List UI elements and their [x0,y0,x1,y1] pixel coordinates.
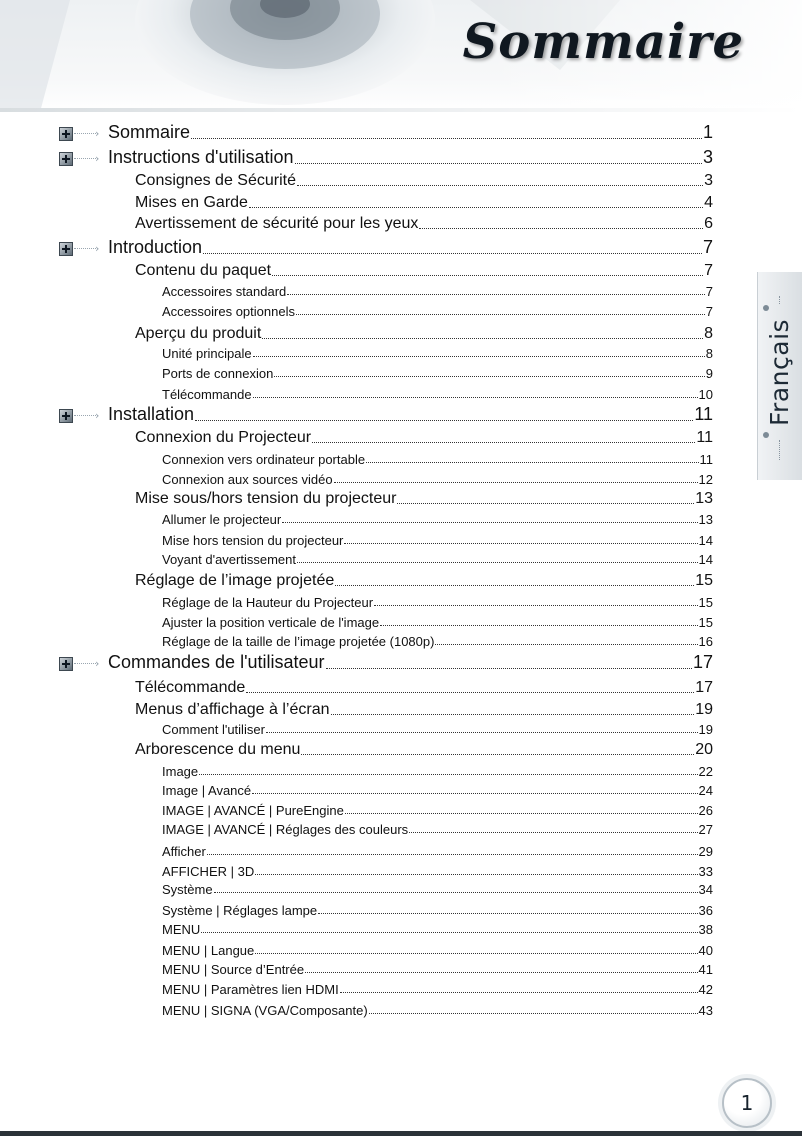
toc-leader-dots [340,992,698,993]
toc-entry-level-2[interactable] [135,262,713,280]
toc-entry-page: 7 [702,237,713,257]
toc-leader-dots [435,644,697,645]
toc-entry-level-1[interactable] [108,652,713,673]
toc-entry-page: 15 [698,615,713,630]
toc-leader-dots [255,874,697,875]
toc-entry-page: 6 [704,215,713,232]
toc-entry-title: Unité principale [162,346,252,361]
toc-leader-dots [195,420,693,421]
toc-entry-level-3[interactable] [162,844,713,859]
toc-leader-dots [409,832,697,833]
toc-entry-level-2[interactable] [135,490,713,508]
toc-entry-title: Ajuster la position verticale de l'image [162,615,380,630]
toc-entry-level-3[interactable] [162,472,713,487]
toc-entry-page: 15 [695,572,713,589]
toc-entry-title: IMAGE | AVANCÉ | Réglages des couleurs [162,822,409,837]
toc-entry-level-2[interactable] [135,679,713,697]
toc-entry-level-2[interactable] [135,701,713,719]
toc-entry-page: 43 [698,1003,713,1018]
toc-entry-title: Afficher [162,844,206,859]
page-number: 1 [722,1078,772,1128]
toc-entry-page: 15 [698,595,713,610]
toc-bullet-icon: › [59,127,103,141]
toc-leader-dots [297,562,698,563]
toc-entry-page: 7 [705,304,713,319]
toc-entry-page: 4 [704,194,713,211]
toc-entry-page: 20 [695,741,713,758]
toc-entry-title: Système | Réglages lampe [162,903,318,918]
toc-leader-dots [335,585,694,586]
toc-entry-level-3[interactable] [162,1003,713,1018]
toc-leader-dots [203,253,702,254]
toc-leader-dots [201,932,697,933]
toc-entry-level-3[interactable] [162,387,713,402]
toc-entry-level-3[interactable] [162,595,713,610]
toc-entry-page: 1 [702,122,713,142]
toc-leader-dots [312,442,695,443]
toc-leader-dots [366,462,698,463]
toc-entry-title: Mise hors tension du projecteur [162,533,344,548]
toc-entry-page: 3 [702,147,713,167]
toc-entry-page: 33 [698,864,713,879]
toc-entry-page: 11 [694,404,713,424]
page-title: Sommaire [462,14,744,70]
toc-leader-dots [301,754,694,755]
toc-leader-dots [246,692,694,693]
toc-entry-title: Commandes de l'utilisateur [108,652,325,672]
toc-entry-level-3[interactable] [162,634,713,649]
toc-entry-page: 10 [698,387,713,402]
toc-leader-dots [369,1013,698,1014]
toc-leader-dots [253,397,698,398]
tab-dot-top [763,305,769,311]
toc-entry-title: Avertissement de sécurité pour les yeux [135,215,419,232]
toc-entry-title: Mises en Garde [135,194,248,211]
toc-entry-title: Sommaire [108,122,191,142]
toc-entry-level-3[interactable] [162,783,713,798]
toc-entry-level-1[interactable] [108,404,713,425]
toc-entry-level-3[interactable] [162,452,713,467]
tab-dash-top [779,296,781,304]
toc-leader-dots [344,543,697,544]
toc-entry-level-3[interactable] [162,552,713,567]
toc-entry-title: Image | Avancé [162,783,252,798]
toc-entry-page: 14 [698,533,713,548]
toc-bullet-icon: › [59,657,103,671]
toc-entry-title: Image [162,764,199,779]
toc-leader-dots [287,294,704,295]
toc-leader-dots [326,668,692,669]
toc-entry-title: Ports de connexion [162,366,274,381]
toc-entry-title: Télécommande [162,387,252,402]
toc-entry-title: Connexion vers ordinateur portable [162,452,366,467]
toc-entry-level-3[interactable] [162,512,713,527]
toc-entry-level-3[interactable] [162,533,713,548]
toc-entry-level-3[interactable] [162,346,713,361]
toc-entry-title: Connexion aux sources vidéo [162,472,333,487]
toc-entry-level-3[interactable] [162,822,713,837]
toc-entry-title: Mise sous/hors tension du projecteur [135,490,397,507]
toc-entry-level-2[interactable] [135,172,713,190]
toc-entry-title: Réglage de la Hauteur du Projecteur [162,595,374,610]
toc-entry-level-1[interactable] [108,237,713,258]
toc-entry-page: 17 [692,652,713,672]
toc-entry-page: 14 [698,552,713,567]
toc-entry-title: Accessoires standard [162,284,287,299]
toc-entry-page: 22 [698,764,713,779]
toc-entry-title: MENU [162,922,201,937]
toc-leader-dots [296,314,705,315]
toc-leader-dots [262,338,703,339]
toc-entry-page: 27 [698,822,713,837]
toc-entry-page: 41 [698,962,713,977]
toc-entry-title: Télécommande [135,679,246,696]
toc-entry-level-3[interactable] [162,882,713,897]
toc-entry-page: 19 [695,701,713,718]
toc-leader-dots [297,185,703,186]
toc-entry-title: Accessoires optionnels [162,304,295,319]
toc-leader-dots [191,138,702,139]
toc-entry-title: Système [162,882,213,897]
toc-entry-level-2[interactable] [135,741,713,759]
toc-entry-page: 8 [705,346,713,361]
toc-bullet-icon: › [59,152,103,166]
toc-entry-page: 11 [696,429,713,446]
toc-entry-level-3[interactable] [162,284,713,299]
toc-entry-page: 7 [704,262,713,279]
toc-entry-title: Voyant d'avertissement [162,552,296,567]
toc-entry-title: MENU | Paramètres lien HDMI [162,982,339,997]
toc-bullet-icon: › [59,242,103,256]
toc-entry-page: 29 [698,844,713,859]
toc-leader-dots [255,953,697,954]
toc-entry-title: Contenu du paquet [135,262,272,279]
toc-entry-page: 13 [695,490,713,507]
toc-entry-level-2[interactable] [135,215,713,233]
toc-entry-title: Consignes de Sécurité [135,172,296,189]
toc-entry-page: 40 [698,943,713,958]
toc-entry-level-2[interactable] [135,572,713,590]
toc-leader-dots [318,913,697,914]
toc-entry-level-2[interactable] [135,429,713,447]
toc-leader-dots [272,275,703,276]
toc-entry-title: Menus d’affichage à l’écran [135,701,330,718]
toc-entry-level-3[interactable] [162,803,713,818]
toc-leader-dots [295,163,702,164]
toc-entry-level-2[interactable] [135,194,713,212]
toc-leader-dots [252,793,697,794]
toc-entry-page: 3 [704,172,713,189]
toc-entry-page: 19 [698,722,713,737]
toc-entry-page: 8 [704,325,713,342]
toc-entry-level-1[interactable] [108,147,713,168]
toc-leader-dots [331,714,695,715]
toc-bullet-icon: › [59,409,103,423]
toc-leader-dots [266,732,698,733]
toc-leader-dots [397,503,694,504]
toc-leader-dots [249,207,703,208]
toc-entry-page: 42 [698,982,713,997]
language-label: Français [765,318,794,426]
toc-entry-title: MENU | SIGNA (VGA/Composante) [162,1003,368,1018]
toc-entry-page: 24 [698,783,713,798]
toc-entry-title: Réglage de l’image projetée [135,572,335,589]
toc-leader-dots [305,972,697,973]
toc-entry-title: Réglage de la taille de l’image projetée (1080p) [162,634,435,649]
toc-entry-level-3[interactable] [162,962,713,977]
toc-entry-title: AFFICHER | 3D [162,864,255,879]
toc-leader-dots [419,228,703,229]
toc-entry-page: 7 [705,284,713,299]
header-divider [0,108,802,112]
toc-entry-page: 13 [698,512,713,527]
toc-leader-dots [374,605,698,606]
toc-entry-level-3[interactable] [162,722,713,737]
toc-entry-page: 34 [698,882,713,897]
toc-entry-level-2[interactable] [135,325,713,343]
toc-leader-dots [214,892,698,893]
toc-leader-dots [334,482,698,483]
toc-entry-title: Connexion du Projecteur [135,429,312,446]
toc-leader-dots [253,356,705,357]
toc-entry-page: 26 [698,803,713,818]
toc-entry-level-3[interactable] [162,903,713,918]
toc-entry-page: 9 [705,366,713,381]
toc-leader-dots [274,376,704,377]
toc-entry-title: Instructions d'utilisation [108,147,294,167]
toc-entry-page: 17 [695,679,713,696]
toc-entry-level-1[interactable] [108,122,713,143]
header-lens-art [0,0,802,112]
toc-entry-level-3[interactable] [162,304,713,319]
toc-entry-title: Comment l'utiliser [162,722,265,737]
toc-entry-title: MENU | Langue [162,943,255,958]
toc-entry-title: MENU | Source d’Entrée [162,962,305,977]
toc-entry-level-3[interactable] [162,366,713,381]
footer-rule [0,1131,802,1136]
toc-entry-title: Installation [108,404,195,424]
toc-leader-dots [345,813,698,814]
toc-entry-level-3[interactable] [162,764,713,779]
toc-entry-page: 36 [698,903,713,918]
toc-entry-title: Allumer le projecteur [162,512,282,527]
toc-entry-level-3[interactable] [162,982,713,997]
tab-dot-bottom [763,432,769,438]
toc-leader-dots [282,522,697,523]
toc-entry-level-3[interactable] [162,922,713,937]
toc-entry-title: IMAGE | AVANCÉ | PureEngine [162,803,344,818]
toc-entry-level-3[interactable] [162,864,713,879]
toc-entry-title: Arborescence du menu [135,741,301,758]
toc-entry-page: 38 [698,922,713,937]
toc-leader-dots [380,625,697,626]
tab-dash-bottom [779,440,781,460]
toc-leader-dots [199,774,697,775]
toc-leader-dots [207,854,698,855]
toc-entry-level-3[interactable] [162,615,713,630]
toc-entry-title: Aperçu du produit [135,325,262,342]
toc-entry-page: 11 [699,452,713,467]
toc-entry-page: 16 [698,634,713,649]
toc-entry-title: Introduction [108,237,203,257]
toc-entry-page: 12 [698,472,713,487]
toc-entry-level-3[interactable] [162,943,713,958]
